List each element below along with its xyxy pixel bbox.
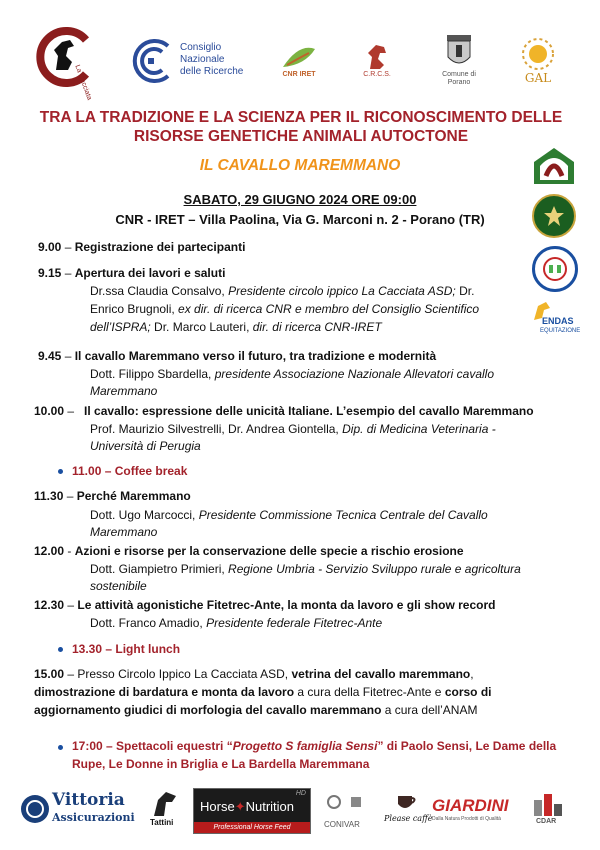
- program-item-1130: 11.30 – Perché Maremmano: [34, 489, 191, 503]
- sponsor-tattini: [146, 790, 186, 830]
- speakers-0915-line2: Enrico Brugnoli, ex dir. di ricerca CNR e membro del Consiglio Scientifico: [90, 302, 480, 316]
- cdar-building-icon: [530, 790, 564, 818]
- flag-seal-icon: [542, 256, 568, 282]
- program-item-0900: 9.00 – Registrazione dei partecipanti: [38, 240, 246, 254]
- logo-la-cacciata: [34, 26, 96, 88]
- program-item-0915: 9.15 – Apertura dei lavori e saluti: [38, 266, 226, 280]
- logo-gal: [512, 30, 564, 92]
- title-0915: Apertura dei lavori e saluti: [74, 266, 226, 280]
- bullet-lunch: [58, 647, 63, 652]
- horseshoe-badge-icon: [532, 146, 576, 186]
- speakers-0945-line1: Dott. Filippo Sbardella, presidente Associazione Nazionale Allevatori cavallo: [90, 367, 494, 381]
- vittoria-name: Vittoria: [52, 790, 125, 810]
- sponsor-conivar: [322, 794, 374, 834]
- coat-of-arms-icon: [444, 33, 474, 71]
- vittoria-crest-icon: [20, 792, 50, 826]
- iret-label: CNR IRET: [282, 71, 316, 79]
- tattini-label: Tattini: [150, 818, 174, 827]
- side-logo-endas: [528, 298, 581, 342]
- program-item-1700-line2: Rupe, Le Donne in Briglia e La Bardella Maremmana: [72, 757, 370, 771]
- conivar-icon: [326, 794, 342, 810]
- horse-head-icon: [364, 43, 390, 71]
- bullet-coffee: [58, 469, 63, 474]
- time-0900: 9.00: [38, 240, 62, 254]
- sponsor-horse-nutrition: [193, 788, 311, 834]
- program-item-1000: 10.00 – Il cavallo: espressione delle unicità Italiane. L’esempio del cavallo Maremmano: [34, 404, 534, 418]
- speakers-1130-line2: Maremmano: [90, 525, 158, 539]
- program-item-0945: 9.45 – Il cavallo Maremmano verso il futuro, tra tradizione e modernità: [38, 349, 437, 363]
- time-1230: 12.30: [34, 598, 65, 612]
- event-subtitle: IL CAVALLO MAREMMANO: [199, 157, 401, 174]
- cdar-label: CDAR: [536, 818, 557, 825]
- time-1000: 10.00: [34, 404, 65, 418]
- speakers-1000-line1: Prof. Maurizio Silvestrelli, Dr. Andrea Giontella, Dip. di Medicina Veterinaria -: [90, 422, 496, 436]
- afternoon-line1: 15.00 – Presso Circolo Ippico La Cacciata ASD, vetrina del cavallo maremmano,: [34, 667, 474, 681]
- program-item-1200: 12.00 - Azioni e risorse per la conservazione delle specie a rischio erosione: [34, 544, 464, 558]
- hd-label: HD: [295, 790, 306, 797]
- speakers-1130-line1: Dott. Ugo Marcocci, Presidente Commissione Tecnica Centrale del Cavallo: [90, 508, 488, 522]
- time-1130: 11.30: [34, 489, 64, 503]
- time-0945: 9.45: [38, 349, 62, 363]
- title-1200: Azioni e risorse per la conservazione delle specie a rischio erosione: [74, 544, 464, 558]
- speakers-0945-line2: Maremmano: [90, 384, 158, 398]
- event-title: [36, 108, 566, 146]
- giardini-label: GIARDINI: [432, 796, 509, 815]
- side-logo-blue-seal: [532, 246, 578, 292]
- light-lunch: 13.30 – Light lunch: [72, 642, 181, 656]
- sponsor-giardini: [432, 796, 522, 830]
- logo-crcs: [350, 38, 404, 84]
- title-line-1: TRA LA TRADIZIONE E LA SCIENZA PER IL RICONOSCIMENTO DELLE: [39, 109, 563, 126]
- afternoon-line3: aggiornamento giudici di morfologia del cavallo maremmano a cura dell’ANAM: [34, 703, 478, 717]
- side-logo-fise: [532, 146, 576, 186]
- conivar-label: CONIVAR: [324, 820, 360, 829]
- program-item-1700: 17:00 – Spettacoli equestri “Progetto S famiglia Sensi” di Paolo Sensi, Le Dame della: [72, 739, 557, 753]
- gal-label: GAL: [524, 71, 552, 85]
- title-0900: Registrazione dei partecipanti: [74, 240, 246, 254]
- speakers-0915-line1: Dr.ssa Claudia Consalvo, Presidente circolo ippico La Cacciata ASD; Dr.: [90, 284, 475, 298]
- logo-comune-porano: [432, 32, 486, 88]
- afternoon-line2: dimostrazione di bardatura e monta da lavoro a cura della Fitetrec-Ante e corso di: [34, 685, 492, 699]
- cnr-line2: Nazionale: [180, 54, 225, 65]
- logo-cnr: [128, 38, 258, 86]
- program-item-1230: 12.30 – Le attività agonistiche Fitetrec-Ante, la monta da lavoro e gli show record: [34, 598, 496, 612]
- speakers-1230-line1: Dott. Franco Amadio, Presidente federale Fitetrec-Ante: [90, 616, 383, 630]
- giardini-sub: Dalla Natura Prodotti di Qualità: [432, 816, 501, 822]
- title-1130: Perché Maremmano: [76, 489, 191, 503]
- sponsor-cdar: [528, 790, 568, 830]
- logo-cacciata-label: La Cacciata: [73, 64, 93, 102]
- coffee-break: 11.00 – Coffee break: [72, 464, 188, 478]
- bullet-show: [58, 745, 63, 750]
- horse-nutrition-wordmark: Horse✦Nutrition: [200, 799, 295, 814]
- speakers-1200-line2: sostenibile: [90, 579, 147, 593]
- star-icon: [543, 205, 565, 227]
- leaf-icon: [279, 43, 319, 71]
- horse-c-icon: [34, 26, 96, 88]
- comune-label: Comune di Porano: [442, 71, 476, 86]
- vittoria-sub: Assicurazioni: [52, 811, 135, 824]
- program-item-1500: [34, 666, 564, 718]
- title-1000: Il cavallo: espressione delle unicità Italiane. L’esempio del cavallo Maremmano: [84, 404, 534, 418]
- coffee-cup-icon: [394, 790, 418, 812]
- horse-feed-bar: Professional Horse Feed: [194, 822, 310, 833]
- sun-icon: [521, 37, 555, 71]
- endas-label: ENDAS: [542, 316, 574, 326]
- crcs-label: C.R.C.S.: [363, 71, 391, 79]
- event-date: SABATO, 29 GIUGNO 2024 ORE 09:00: [183, 192, 417, 207]
- speakers-1200-line1: Dott. Giampietro Primieri, Regione Umbria - Servizio Sviluppo rurale e agricoltura: [90, 562, 521, 576]
- title-line-2: RISORSE GENETICHE ANIMALI AUTOCTONE: [133, 128, 469, 145]
- logo-iret: [276, 38, 322, 84]
- side-logo-green-seal: [532, 194, 576, 238]
- title-1230: Le attività agonistiche Fitetrec-Ante, la monta da lavoro e gli show record: [77, 598, 496, 612]
- tattini-horse-icon: [150, 790, 182, 818]
- time-0915: 9.15: [38, 266, 62, 280]
- sponsor-please-caffe: [384, 790, 433, 830]
- event-place: CNR - IRET – Villa Paolina, Via G. Marconi n. 2 - Porano (TR): [115, 212, 485, 227]
- sponsor-vittoria: [20, 790, 136, 828]
- title-0945: Il cavallo Maremmano verso il futuro, tra tradizione e modernità: [74, 349, 437, 363]
- speakers-1000-line2: Università di Perugia: [90, 439, 201, 453]
- cnr-line3: delle Ricerche: [180, 66, 244, 77]
- cnr-icon: [128, 38, 174, 84]
- time-1200: 12.00: [34, 544, 65, 558]
- time-1500: 15.00: [34, 667, 65, 681]
- caffe-label: Please caffè: [384, 814, 433, 823]
- speakers-0915-line3: dell’ISPRA; Dr. Marco Lauteri, dir. di ricerca CNR-IRET: [90, 320, 382, 334]
- cnr-line1: Consiglio: [180, 42, 222, 53]
- conivar-mark-icon: [348, 794, 364, 810]
- endas-sublabel: EQUITAZIONE: [540, 328, 581, 334]
